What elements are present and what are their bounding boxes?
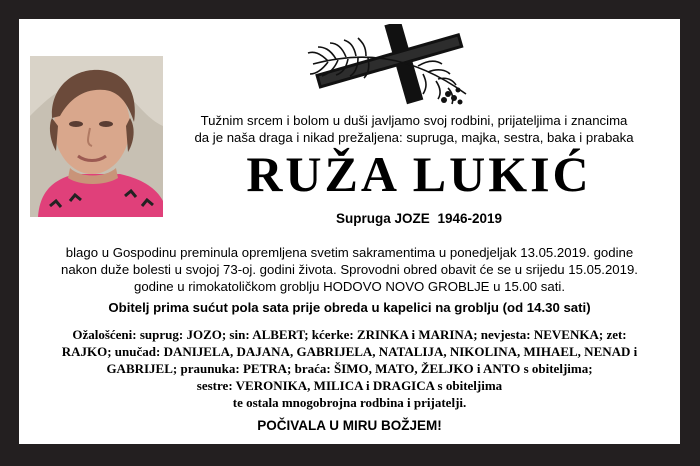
body-line-1: blago u Gospodinu preminula opremljena svetim sakramentima u ponedjeljak 13.05.2019. godine xyxy=(65,245,634,260)
deceased-photo xyxy=(30,56,163,217)
spouse-and-years xyxy=(169,211,669,226)
body-line-3: godine u rimokatoličkom groblju HODOVO NOVO GROBLJE u 15.00 sati. xyxy=(134,279,565,294)
mourners-line-5: te ostala mnogobrojna rodbina i prijatelji. xyxy=(232,395,467,410)
mourners-line-1: Ožalošćeni: suprug: JOZO; sin: ALBERT; kćerke: ZRINKA i MARINA; nevjesta: NEVENKA; zet: xyxy=(72,327,627,342)
intro-line-2: da je naša draga i nikad prežaljena: supruga, majka, sestra, baka i prabaka xyxy=(194,130,634,145)
closing-blessing: POČIVALA U MIRU BOŽJEM! xyxy=(257,418,442,433)
body-line-2: nakon duže bolesti u svojoj 73-oj. godini života. Sprovodni obred obavit će se u srijedu 15.05.2019. xyxy=(61,262,638,277)
condolence-line: Obitelj prima sućut pola sata prije obreda u kapelici na groblju (od 14.30 sati) xyxy=(108,300,591,315)
mourners-line-4: sestre: VERONIKA, MILICA i DRAGICA s obiteljima xyxy=(196,378,503,393)
mourners-line-3: GABRIJEL; praunuka: PETRA; braća: ŠIMO, MATO, ŽELJKO i ANTO s obiteljima; xyxy=(106,361,593,376)
deceased-name: RUŽA LUKIĆ xyxy=(246,146,592,202)
cross-with-palm-icon xyxy=(298,24,478,110)
life-years: 1946-2019 xyxy=(437,211,503,226)
intro-line-1: Tužnim srcem i bolom u duši javljamo svoj rodbini, prijateljima i znancima xyxy=(200,113,628,128)
obituary-card xyxy=(19,19,680,444)
spouse-label: Supruga JOZE xyxy=(335,211,430,226)
mourners-line-2: RAJKO; unučad: DANIJELA, DAJANA, GABRIJELA, NATALIJA, NIKOLINA, MIHAEL, NENAD i xyxy=(61,344,638,359)
